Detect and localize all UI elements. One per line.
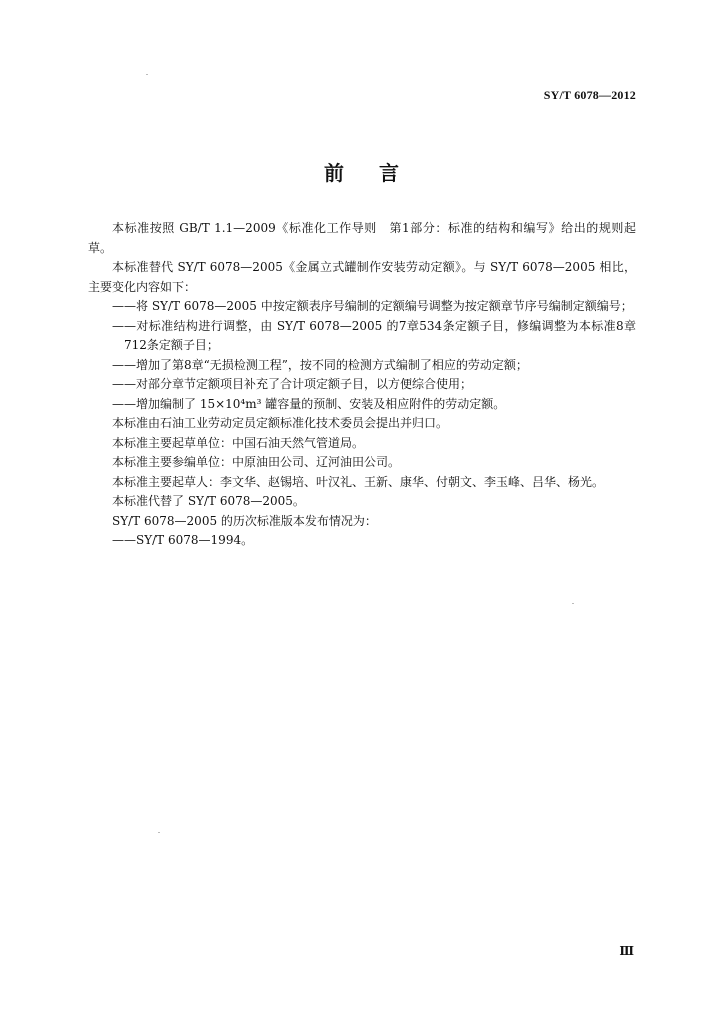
scan-speck: [146, 74, 148, 75]
change-item: ——增加了第8章“无损检测工程”，按不同的检测方式编制了相应的劳动定额；: [112, 357, 528, 372]
change-item: ——对标准结构进行调整，由 SY/T 6078—2005 的7章534条定额子目，修编调整为本标准8章712条定额子目；: [112, 318, 636, 352]
change-item: ——将 SY/T 6078—2005 中按定额表序号编制的定额编号调整为按定额章节序号编制定额编号；: [112, 299, 633, 313]
paragraph-proposer: 本标准由石油工业劳动定员定额标准化技术委员会提出并归口。: [112, 416, 449, 430]
page-number: Ⅲ: [619, 944, 634, 958]
paragraph-history-intro: SY/T 6078—2005 的历次标准版本发布情况为：: [112, 513, 377, 528]
foreword-body: [88, 219, 636, 551]
paragraph-participating-units: 本标准主要参编单位：中原油田公司、辽河油田公司。: [112, 455, 401, 469]
paragraph-main-drafting-unit: 本标准主要起草单位：中国石油天然气管道局。: [112, 435, 365, 450]
paragraph-replacement: 本标准替代 SY/T 6078—2005《金属立式罐制作安装劳动定额》。与 SY/T 6078—2005 相比，主要变化内容如下：: [88, 260, 636, 294]
paragraph-drafters: 本标准主要起草人：李文华、赵锡培、叶汉礼、王新、康华、付朝文、李玉峰、吕华、杨光。: [112, 474, 605, 489]
title-char-1: 前: [324, 161, 345, 185]
change-item: ——增加编制了 15×10⁴m³ 罐容量的预制、安装及相应附件的劳动定额。: [112, 396, 506, 411]
page-title: [0, 157, 724, 186]
paragraph-drafting-rule: 本标准按照 GB/T 1.1—2009《标准化工作导则 第1部分：标准的结构和编写》给出的规则起草。: [88, 221, 636, 255]
title-char-2: 言: [379, 161, 400, 185]
history-item: ——SY/T 6078—1994。: [112, 533, 254, 547]
scan-speck: [158, 832, 160, 833]
paragraph-supersedes: 本标准代替了 SY/T 6078—2005。: [112, 494, 305, 508]
change-item: ——对部分章节定额项目补充了合计项定额子目，以方便综合使用；: [112, 377, 473, 391]
standard-code: SY/T 6078—2012: [543, 88, 636, 102]
scan-speck: [572, 603, 574, 604]
